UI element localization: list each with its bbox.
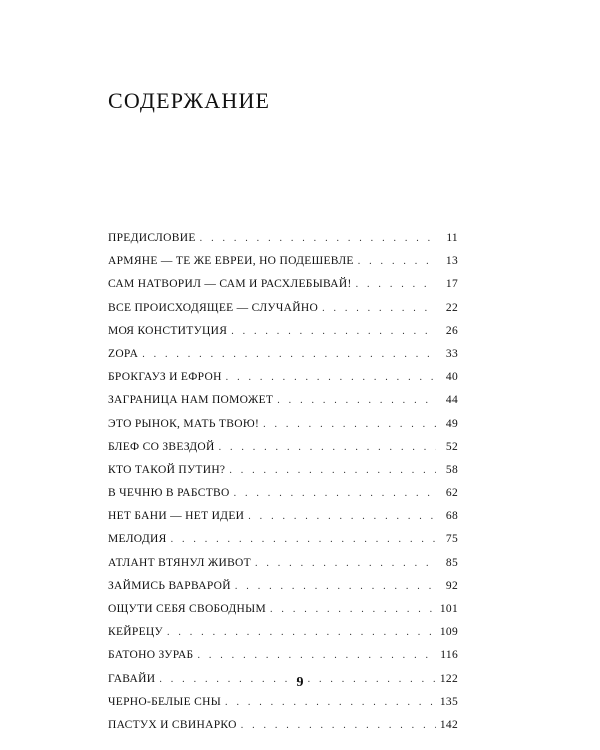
toc-entry-page: 33	[445, 347, 458, 360]
toc-leader-dots	[358, 256, 436, 267]
table-of-contents	[108, 232, 458, 742]
toc-entry	[108, 278, 458, 301]
toc-entry-page: 22	[445, 301, 458, 314]
toc-entry	[108, 394, 458, 417]
toc-leader-dots	[322, 303, 436, 314]
toc-entry-title: КТО ТАКОЙ ПУТИН?	[108, 463, 226, 476]
toc-entry-page: 40	[445, 371, 458, 384]
toc-entry-title: ЭТО РЫНОК, МАТЬ ТВОЮ!	[108, 417, 260, 430]
toc-entry-title: ЗАЙМИСЬ ВАРВАРОЙ	[108, 579, 231, 592]
toc-entry-page: 62	[445, 487, 458, 500]
toc-entry-title: АТЛАНТ ВТЯНУЛ ЖИВОТ	[108, 556, 251, 569]
toc-leader-dots	[200, 233, 436, 244]
toc-entry-title: ЧЕРНО-БЕЛЫЕ СНЫ	[108, 695, 222, 708]
toc-entry	[108, 510, 458, 533]
toc-entry	[108, 696, 458, 719]
toc-entry	[108, 418, 458, 441]
toc-entry-page: 52	[445, 440, 458, 453]
toc-entry-title: БРОКГАУЗ И ЕФРОН	[108, 371, 222, 384]
toc-entry-page: 44	[445, 394, 458, 407]
toc-entry-title: МЕЛОДИЯ	[108, 533, 167, 546]
toc-entry	[108, 325, 458, 348]
toc-entry	[108, 302, 458, 325]
toc-leader-dots	[167, 627, 436, 638]
toc-entry-page: 26	[445, 324, 458, 337]
toc-entry	[108, 557, 458, 580]
toc-entry-title: ГАВАЙИ	[108, 672, 156, 685]
toc-leader-dots	[142, 349, 436, 360]
toc-leader-dots	[226, 372, 436, 383]
toc-entry-page: 11	[446, 232, 458, 244]
toc-entry	[108, 649, 458, 672]
toc-leader-dots	[225, 697, 436, 708]
toc-entry-title: БЛЕФ СО ЗВЕЗДОЙ	[108, 440, 215, 453]
toc-entry-page: 58	[445, 463, 458, 476]
toc-leader-dots	[234, 488, 436, 499]
toc-entry-title: ОЩУТИ СЕБЯ СВОБОДНЫМ	[108, 603, 267, 615]
toc-entry-page: 135	[439, 695, 458, 708]
toc-entry-page: 85	[445, 556, 458, 569]
toc-entry-title: ПРЕДИСЛОВИЕ	[108, 232, 196, 244]
toc-entry-title: ZOPA	[108, 347, 139, 360]
toc-leader-dots	[356, 279, 436, 290]
toc-entry	[108, 464, 458, 487]
toc-entry-page: 109	[439, 626, 458, 639]
toc-entry	[108, 580, 458, 603]
toc-entry-title: ВСЕ ПРОИСХОДЯЩЕЕ — СЛУЧАЙНО	[108, 301, 319, 314]
toc-entry-page: 122	[439, 672, 458, 685]
toc-leader-dots	[229, 465, 436, 476]
toc-entry	[108, 371, 458, 394]
toc-entry-page: 68	[445, 510, 458, 523]
toc-leader-dots	[171, 534, 436, 545]
toc-entry-page: 13	[445, 255, 458, 268]
toc-entry-title: КЕЙРЕЦУ	[108, 626, 163, 639]
toc-entry-page: 75	[445, 533, 458, 546]
toc-entry-page: 92	[445, 579, 458, 592]
toc-entry-title: В ЧЕЧНЮ В РАБСТВО	[108, 487, 230, 500]
toc-entry-title: АРМЯНЕ — ТЕ ЖЕ ЕВРЕИ, НО ПОДЕШЕВЛЕ	[108, 255, 354, 268]
toc-entry-page: 49	[445, 417, 458, 430]
toc-entry-title: ЗАГРАНИЦА НАМ ПОМОЖЕТ	[108, 394, 274, 407]
page-number: 9	[296, 675, 304, 690]
toc-leader-dots	[248, 511, 436, 522]
toc-entry	[108, 603, 458, 626]
toc-leader-dots	[231, 326, 436, 337]
toc-entry-page: 17	[445, 278, 458, 291]
toc-entry-title: САМ НАТВОРИЛ — САМ И РАСХЛЕБЫВАЙ!	[108, 278, 352, 291]
toc-entry	[108, 533, 458, 556]
toc-leader-dots	[270, 604, 436, 615]
toc-entry-page: 101	[439, 603, 458, 615]
toc-leader-dots	[235, 581, 436, 592]
toc-entry-title: НЕТ БАНИ — НЕТ ИДЕИ	[108, 510, 245, 523]
toc-entry	[108, 719, 458, 742]
toc-entry-title: БАТОНО ЗУРАБ	[108, 649, 194, 662]
toc-entry	[108, 232, 458, 255]
toc-entry	[108, 487, 458, 510]
toc-leader-dots	[241, 720, 436, 731]
toc-entry	[108, 348, 458, 371]
toc-leader-dots	[197, 650, 436, 661]
toc-entry	[108, 255, 458, 278]
toc-leader-dots	[219, 442, 436, 453]
page-title: СОДЕРЖАНИЕ	[108, 88, 271, 113]
toc-entry-page: 142	[439, 718, 458, 731]
toc-entry-page: 116	[440, 649, 458, 662]
toc-entry	[108, 441, 458, 464]
toc-entry	[108, 626, 458, 649]
toc-leader-dots	[263, 419, 436, 430]
toc-leader-dots	[277, 395, 436, 406]
toc-leader-dots	[255, 558, 436, 569]
toc-entry-title: ПАСТУХ И СВИНАРКО	[108, 718, 237, 731]
toc-entry-title: МОЯ КОНСТИТУЦИЯ	[108, 324, 228, 337]
